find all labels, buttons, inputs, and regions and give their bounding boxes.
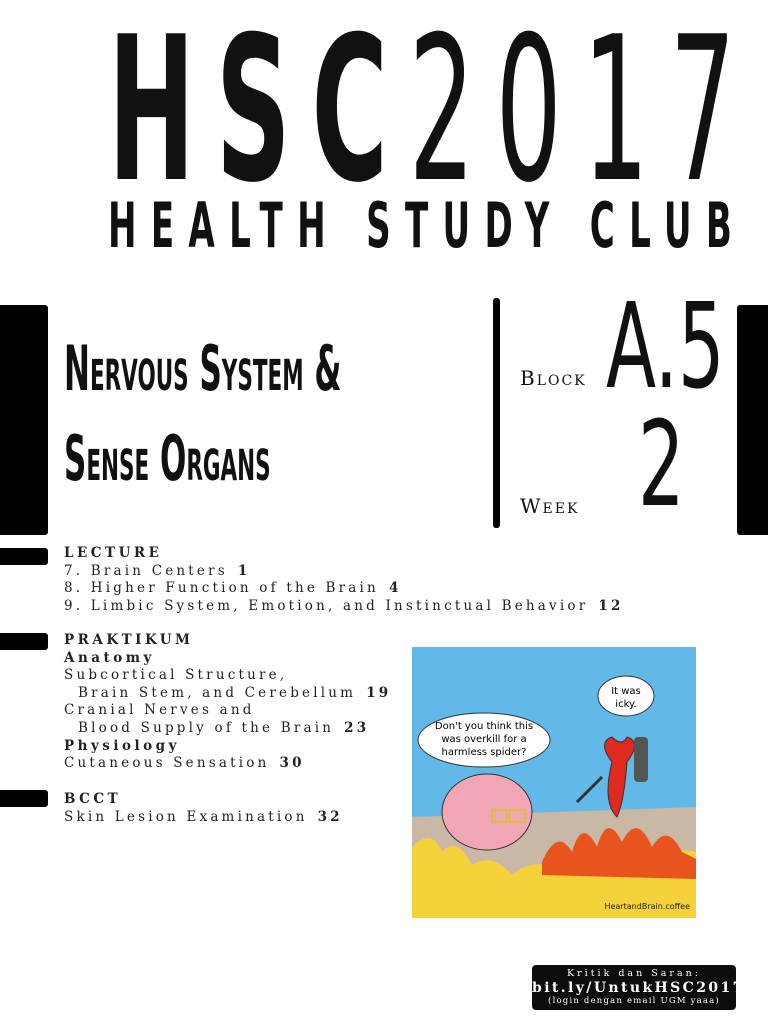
- subsection-heading: Anatomy: [64, 649, 155, 666]
- toc-praktikum: [64, 632, 391, 773]
- feedback-note: (login dengan email UGM yaaa): [548, 996, 720, 1006]
- toc-page: 19: [366, 684, 392, 701]
- toc-page: 23: [344, 719, 370, 736]
- subtitle: HEALTH STUDY CLUB: [108, 189, 747, 262]
- toc-lecture: [64, 545, 624, 615]
- comic-illustration: [412, 647, 696, 918]
- section-marker: [0, 790, 48, 807]
- bubble-text: icky.: [615, 699, 637, 710]
- toc-item: [64, 598, 624, 616]
- toc-item: [64, 580, 624, 598]
- toc-page: 1: [237, 562, 251, 579]
- week-label: Week: [520, 494, 580, 518]
- block-label: Block: [520, 366, 587, 390]
- week-value: 2: [638, 395, 685, 533]
- toc-item-text: Cranial Nerves and: [64, 702, 255, 719]
- toc-item: [64, 809, 343, 827]
- topic-line1: Nervous System &: [64, 332, 342, 405]
- toc-item-text: Cutaneous Sensation: [64, 755, 270, 772]
- feedback-link[interactable]: bit.ly/UntukHSC2017: [532, 980, 745, 996]
- toc-item: [64, 720, 391, 738]
- toc-item-text: Skin Lesion Examination: [64, 808, 308, 825]
- toc-bcct: [64, 791, 343, 826]
- section-heading: LECTURE: [64, 545, 163, 561]
- toc-item: [64, 755, 391, 773]
- title-hsc: HSC: [108, 0, 409, 227]
- title-year: 2017: [408, 0, 757, 227]
- feedback-box: [532, 965, 745, 1010]
- toc-item: [64, 685, 391, 703]
- bubble-text: was overkill for a: [441, 734, 527, 745]
- toc-page: 32: [317, 808, 343, 825]
- toc-item-text: 7. Brain Centers: [64, 562, 228, 579]
- topic-line2: Sense Organs: [64, 422, 271, 495]
- section-heading: BCCT: [64, 791, 122, 807]
- toc-page: 4: [388, 580, 402, 597]
- toc-item: [64, 563, 624, 581]
- toc-page: 12: [598, 597, 624, 614]
- subsection-heading: Physiology: [64, 737, 180, 754]
- toc-item-text: 9. Limbic System, Emotion, and Instinctual Behavior: [64, 597, 589, 614]
- comic-credit: HeartandBrain.coffee: [604, 902, 690, 911]
- bubble-text: It was: [611, 686, 641, 697]
- right-decor-bar: [737, 305, 768, 535]
- section-marker: [0, 548, 48, 565]
- section-heading: PRAKTIKUM: [64, 632, 194, 648]
- bubble-text: Don't you think this: [434, 721, 534, 732]
- left-decor-bar: [0, 305, 48, 535]
- flamethrower-tank: [634, 737, 648, 782]
- toc-item-text: Subcortical Structure,: [64, 667, 288, 684]
- toc-item-text: Brain Stem, and Cerebellum: [78, 684, 357, 701]
- divider-line: [493, 298, 500, 528]
- toc-item-text: Blood Supply of the Brain: [78, 719, 335, 736]
- block-value: A.5: [606, 277, 725, 415]
- toc-item-text: 8. Higher Function of the Brain: [64, 580, 379, 597]
- brain-character: [442, 774, 532, 850]
- toc-page: 30: [279, 755, 305, 772]
- bubble-text: harmless spider?: [441, 747, 527, 758]
- section-marker: [0, 633, 48, 650]
- feedback-label: Kritik dan Saran:: [567, 968, 701, 979]
